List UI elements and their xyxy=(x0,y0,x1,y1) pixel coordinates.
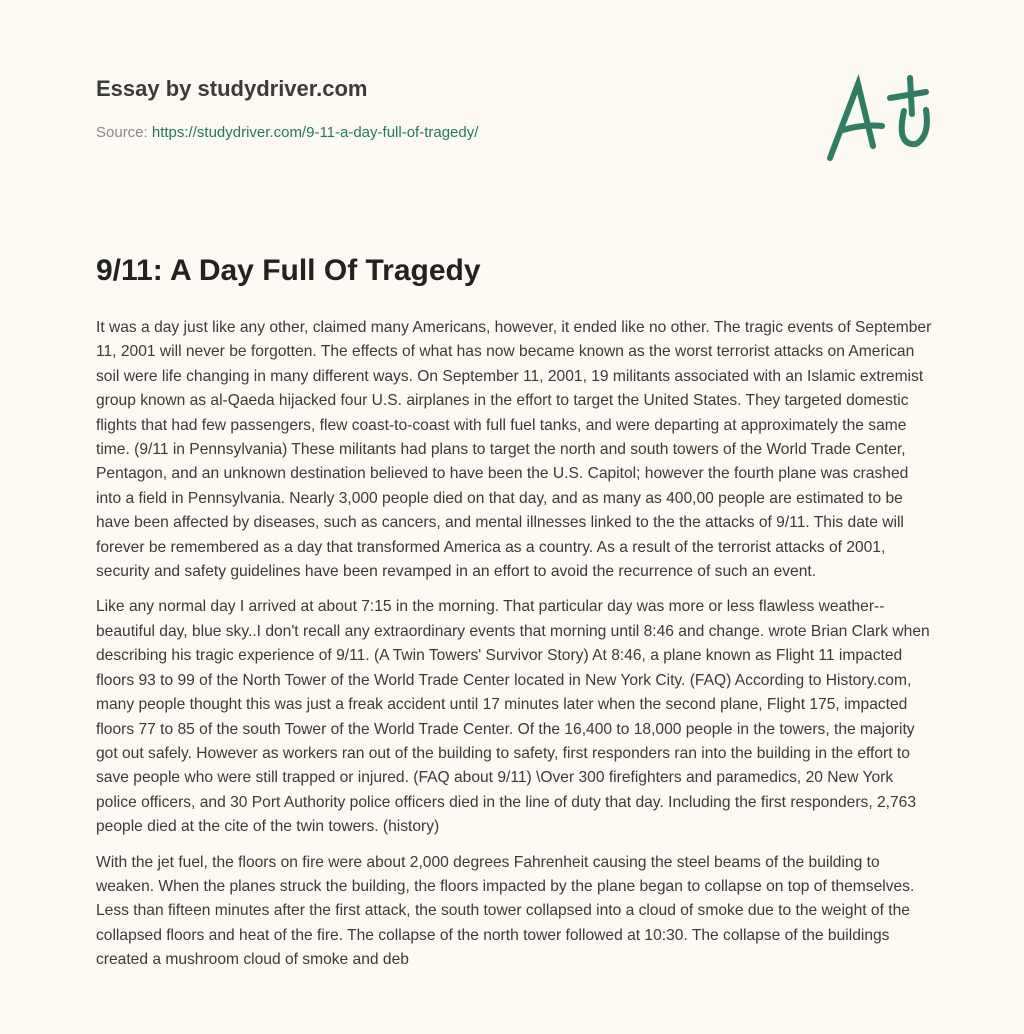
source-label: Source: xyxy=(96,124,152,141)
paragraph: Like any normal day I arrived at about 7:15 in the morning. That particular day was more or less flawless weather--beautiful day, blue sky..I don't recall any extraordinary events that morning until 8:46 and change. wrote Brian Clark when describing his tragic experience of 9/11. (A Twin Towers' Survivor Story) At 8:46, a plane known as Flight 11 impacted floors 93 to 99 of the North Tower of the World Trade Center located in New York City. (FAQ) According to History.com, many people thought this was just a freak accident until 17 minutes later when the second plane, Flight 175, impacted floors 77 to 85 of the south Tower of the World Trade Center. Of the 16,400 to 18,000 people in the towers, the majority got out safely. However as workers ran out of the building to safety, first responders ran into the building in the effort to save people who were still trapped or injured. (FAQ about 9/11) \Over 300 firefighters and paramedics, 20 New York police officers, and 30 Port Authority police officers died in the line of duty that day. Including the first responders, 2,763 people died at the cite of the twin towers. (history) xyxy=(96,598,930,836)
source-link[interactable]: https://studydriver.com/9-11-a-day-full-of-tragedy/ xyxy=(151,124,479,141)
source-line xyxy=(96,124,478,141)
page-title: 9/11: A Day Full Of Tragedy xyxy=(96,254,481,287)
a-plus-logo-icon xyxy=(818,66,938,166)
essay-body xyxy=(96,316,932,984)
paragraph: With the jet fuel, the floors on fire were about 2,000 degrees Fahrenheit causing the steel beams of the building to weaken. When the planes struck the building, the floors impacted by the plane began to collapse on top of themselves. Less than fifteen minutes after the first attack, the south tower collapsed into a cloud of smoke due to the weight of the collapsed floors and heat of the fire. The collapse of the north tower followed at 10:30. The collapse of the buildings created a mushroom cloud of smoke and deb xyxy=(96,853,915,969)
paragraph: It was a day just like any other, claimed many Americans, however, it ended like no other. The tragic events of September 11, 2001 will never be forgotten. The effects of what has now became known as the worst terrorist attacks on American soil were life changing in many different ways. On September 11, 2001, 19 militants associated with an Islamic extremist group known as al-Qaeda hijacked four U.S. airplanes in the effort to target the United States. They targeted domestic flights that had few passengers, flew coast-to-coast with full fuel tanks, and were departing at approximately the same time. (9/11 in Pennsylvania) These militants had plans to target the north and south towers of the World Trade Center, Pentagon, and an unknown destination believed to have been the U.S. Capitol; however the fourth plane was crashed into a field in Pennsylvania. Nearly 3,000 people died on that day, and as many as 400,00 people are estimated to be have been affected by diseases, such as cancers, and mental illnesses linked to the the attacks of 9/11. This date will forever be remembered as a day that transformed America as a country. As a result of the terrorist attacks of 2001, security and safety guidelines have been revamped in an effort to avoid the recurrence of such an event. xyxy=(96,319,932,581)
site-brand: Essay by studydriver.com xyxy=(96,76,368,101)
